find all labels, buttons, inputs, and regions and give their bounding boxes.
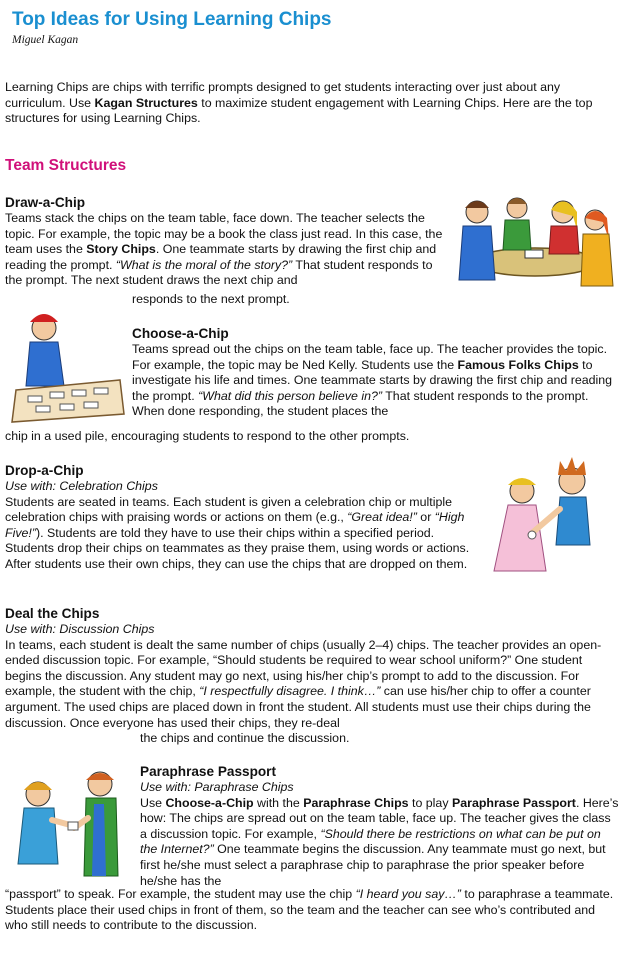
kagan-structures-bold: Kagan Structures: [94, 95, 198, 110]
tie: [92, 804, 106, 876]
student-hair: [465, 201, 489, 208]
draw-text-2: . One teammate starts by drawing the first chip and reading the prompt.: [5, 242, 437, 272]
student-body: [459, 226, 495, 280]
chip: [72, 390, 86, 396]
deal-the-chips-section: [5, 606, 619, 731]
drop-a-chip-text: [5, 495, 473, 573]
chip: [84, 402, 98, 408]
student-body: [18, 808, 58, 864]
student-dress: [494, 505, 546, 571]
choose-prompt-italic: “What did this person believe in?”: [198, 388, 383, 403]
celebration-illustration: [488, 455, 606, 577]
student-hair: [86, 773, 114, 780]
student-hair: [508, 478, 536, 485]
para-text-5: “passport” to speak. For example, the student may use the chip: [5, 887, 356, 901]
draw-a-chip-text: [5, 211, 450, 289]
page-title: Top Ideas for Using Learning Chips: [12, 9, 332, 30]
deal-text-1: In teams, each student is dealt the same number of chips (usually 2–4) chips. The teacher provides an open-ended discussion topic. For example, “Should students be required to wear school uniform?” One student begins the discussion. Any student may go next, using his/her chip’s prompt to add to the discussion. For example, the student with the chip,: [5, 637, 602, 699]
para-text-2: to play: [408, 795, 452, 810]
student-body: [26, 342, 64, 386]
team-table-illustration: [455, 190, 615, 292]
drop-a-chip-use-with: Use with: Celebration Chips: [5, 479, 158, 493]
heard-you-say-italic: “I heard you say…”: [355, 887, 461, 901]
deal-the-chips-text: [5, 638, 619, 732]
respectfully-disagree-italic: “I respectfully disagree. I think…”: [199, 684, 381, 699]
deal-the-chips-text-cont: the chips and continue the discussion.: [140, 731, 350, 745]
chip: [60, 404, 74, 410]
deal-the-chips-use-with: Use with: Discussion Chips: [5, 622, 155, 636]
drop-text-1: Students are seated in teams. Each student is given a celebration chip or multiple celebration chips with praising words or actions on them (e.g.,: [5, 494, 453, 525]
draw-text-3: That student responds to the prompt. The next student draws the next chip and: [5, 257, 433, 288]
para-text-4: One teammate begins the discussion. Any teammate must go next, but first he/she must select a paraphrase chip to paraphrase the prior speaker before he/she has the: [140, 842, 606, 888]
chip: [36, 406, 50, 412]
chip: [28, 396, 42, 402]
drop-a-chip-heading: Drop-a-Chip: [5, 463, 84, 478]
high-five-italic: “High Five!”: [5, 510, 465, 540]
section-title: Team Structures: [5, 157, 127, 174]
draw-a-chip-text-cont: responds to the next prompt.: [132, 292, 290, 306]
choose-a-chip-section: [132, 326, 619, 420]
paraphrase-passport-bold: Paraphrase Passport: [451, 795, 576, 810]
student-body: [503, 220, 531, 250]
choose-a-chip-text: [132, 342, 619, 420]
draw-a-chip-heading: Draw-a-Chip: [5, 195, 86, 210]
student-body: [581, 234, 613, 286]
paraphrase-passport-text-cont: [5, 887, 619, 934]
paraphrase-illustration: [12, 764, 130, 884]
choose-a-chip-bold: Choose-a-Chip: [165, 795, 254, 810]
para-text-0: Use: [140, 795, 166, 810]
paraphrase-passport-text: [140, 796, 619, 890]
student-chips-illustration: [8, 306, 126, 426]
author-name: Miguel Kagan: [12, 34, 79, 46]
spiky-hair: [558, 457, 586, 475]
paraphrase-passport-use-with: Use with: Paraphrase Chips: [140, 780, 294, 794]
intro-text: Learning Chips are chips with terrific prompts designed to get students interacting over just about any curriculum. Use: [5, 80, 561, 110]
paraphrase-passport-heading: Paraphrase Passport: [140, 764, 277, 779]
paraphrase-chips-bold: Paraphrase Chips: [303, 795, 409, 810]
para-text-1: with the: [253, 795, 304, 810]
drop-a-chip-section: [5, 463, 473, 573]
draw-a-chip-section: [5, 195, 450, 289]
famous-folks-chips-bold: Famous Folks Chips: [457, 357, 579, 372]
choose-a-chip-heading: Choose-a-Chip: [132, 326, 229, 341]
deal-text-2: can use his/her chip to offer a counter argument. The used chips are placed down in front the student. All students must use their chips during the discussion. Once everyone has used their chips, they re-deal: [5, 684, 591, 730]
chip: [94, 388, 108, 394]
choose-a-chip-text-cont: chip in a used pile, encouraging students to respond to the other prompts.: [5, 429, 410, 443]
passport-chip: [68, 822, 78, 830]
student-body: [549, 226, 579, 254]
choose-text-3: That student responds to the prompt. When done responding, the student places the: [132, 388, 589, 419]
drop-text-2: or: [416, 510, 435, 525]
celebration-chip: [528, 531, 536, 539]
intro-text-2: to maximize student engagement with Learning Chips. Here are the top structures for using Learning Chips.: [5, 95, 593, 126]
para-text-6: to paraphrase a teammate. Students place their used chips in front of them, so the team and the teacher can see who’s contributed and who still needs to contribute to the discussion.: [5, 887, 614, 933]
student-hair: [24, 782, 52, 790]
deal-the-chips-heading: Deal the Chips: [5, 606, 100, 621]
draw-text-1: Teams stack the chips on the team table, face down. The teacher selects the topic. For example, the topic may be a book the class just read. In this case, the team uses the: [5, 211, 443, 257]
internet-prompt-italic: “Should there be restrictions on what can be put on the Internet?”: [140, 826, 601, 857]
student-hair: [507, 198, 527, 204]
intro-paragraph: [5, 80, 617, 127]
chip-stack: [525, 250, 543, 258]
draw-prompt-italic: “What is the moral of the story?”: [115, 257, 293, 272]
choose-text-2: to investigate his life and times. One teammate starts by drawing the first chip and reading the prompt.: [132, 357, 613, 403]
story-chips-bold: Story Chips: [86, 242, 156, 257]
para-text-3: . Here’s how: The chips are spread out on the team table, face up. The teacher gives the class a discussion topic. For example,: [140, 795, 619, 841]
chip: [50, 392, 64, 398]
drop-text-3: ). Students are told they have to use their chips within a specified period. Students drop their chips on teammates as they praise them, using words or actions. After students use their own chips, they can use the chips that are dropped on them.: [5, 525, 470, 571]
choose-text-1: Teams spread out the chips on the team table, face up. The teacher provides the topic. For example, the topic may be Ned Kelly. Students use the: [132, 342, 608, 372]
red-cap: [30, 314, 58, 322]
great-idea-italic: “Great idea!”: [347, 510, 417, 525]
student-body: [556, 497, 590, 545]
paraphrase-passport-section: [140, 764, 619, 889]
